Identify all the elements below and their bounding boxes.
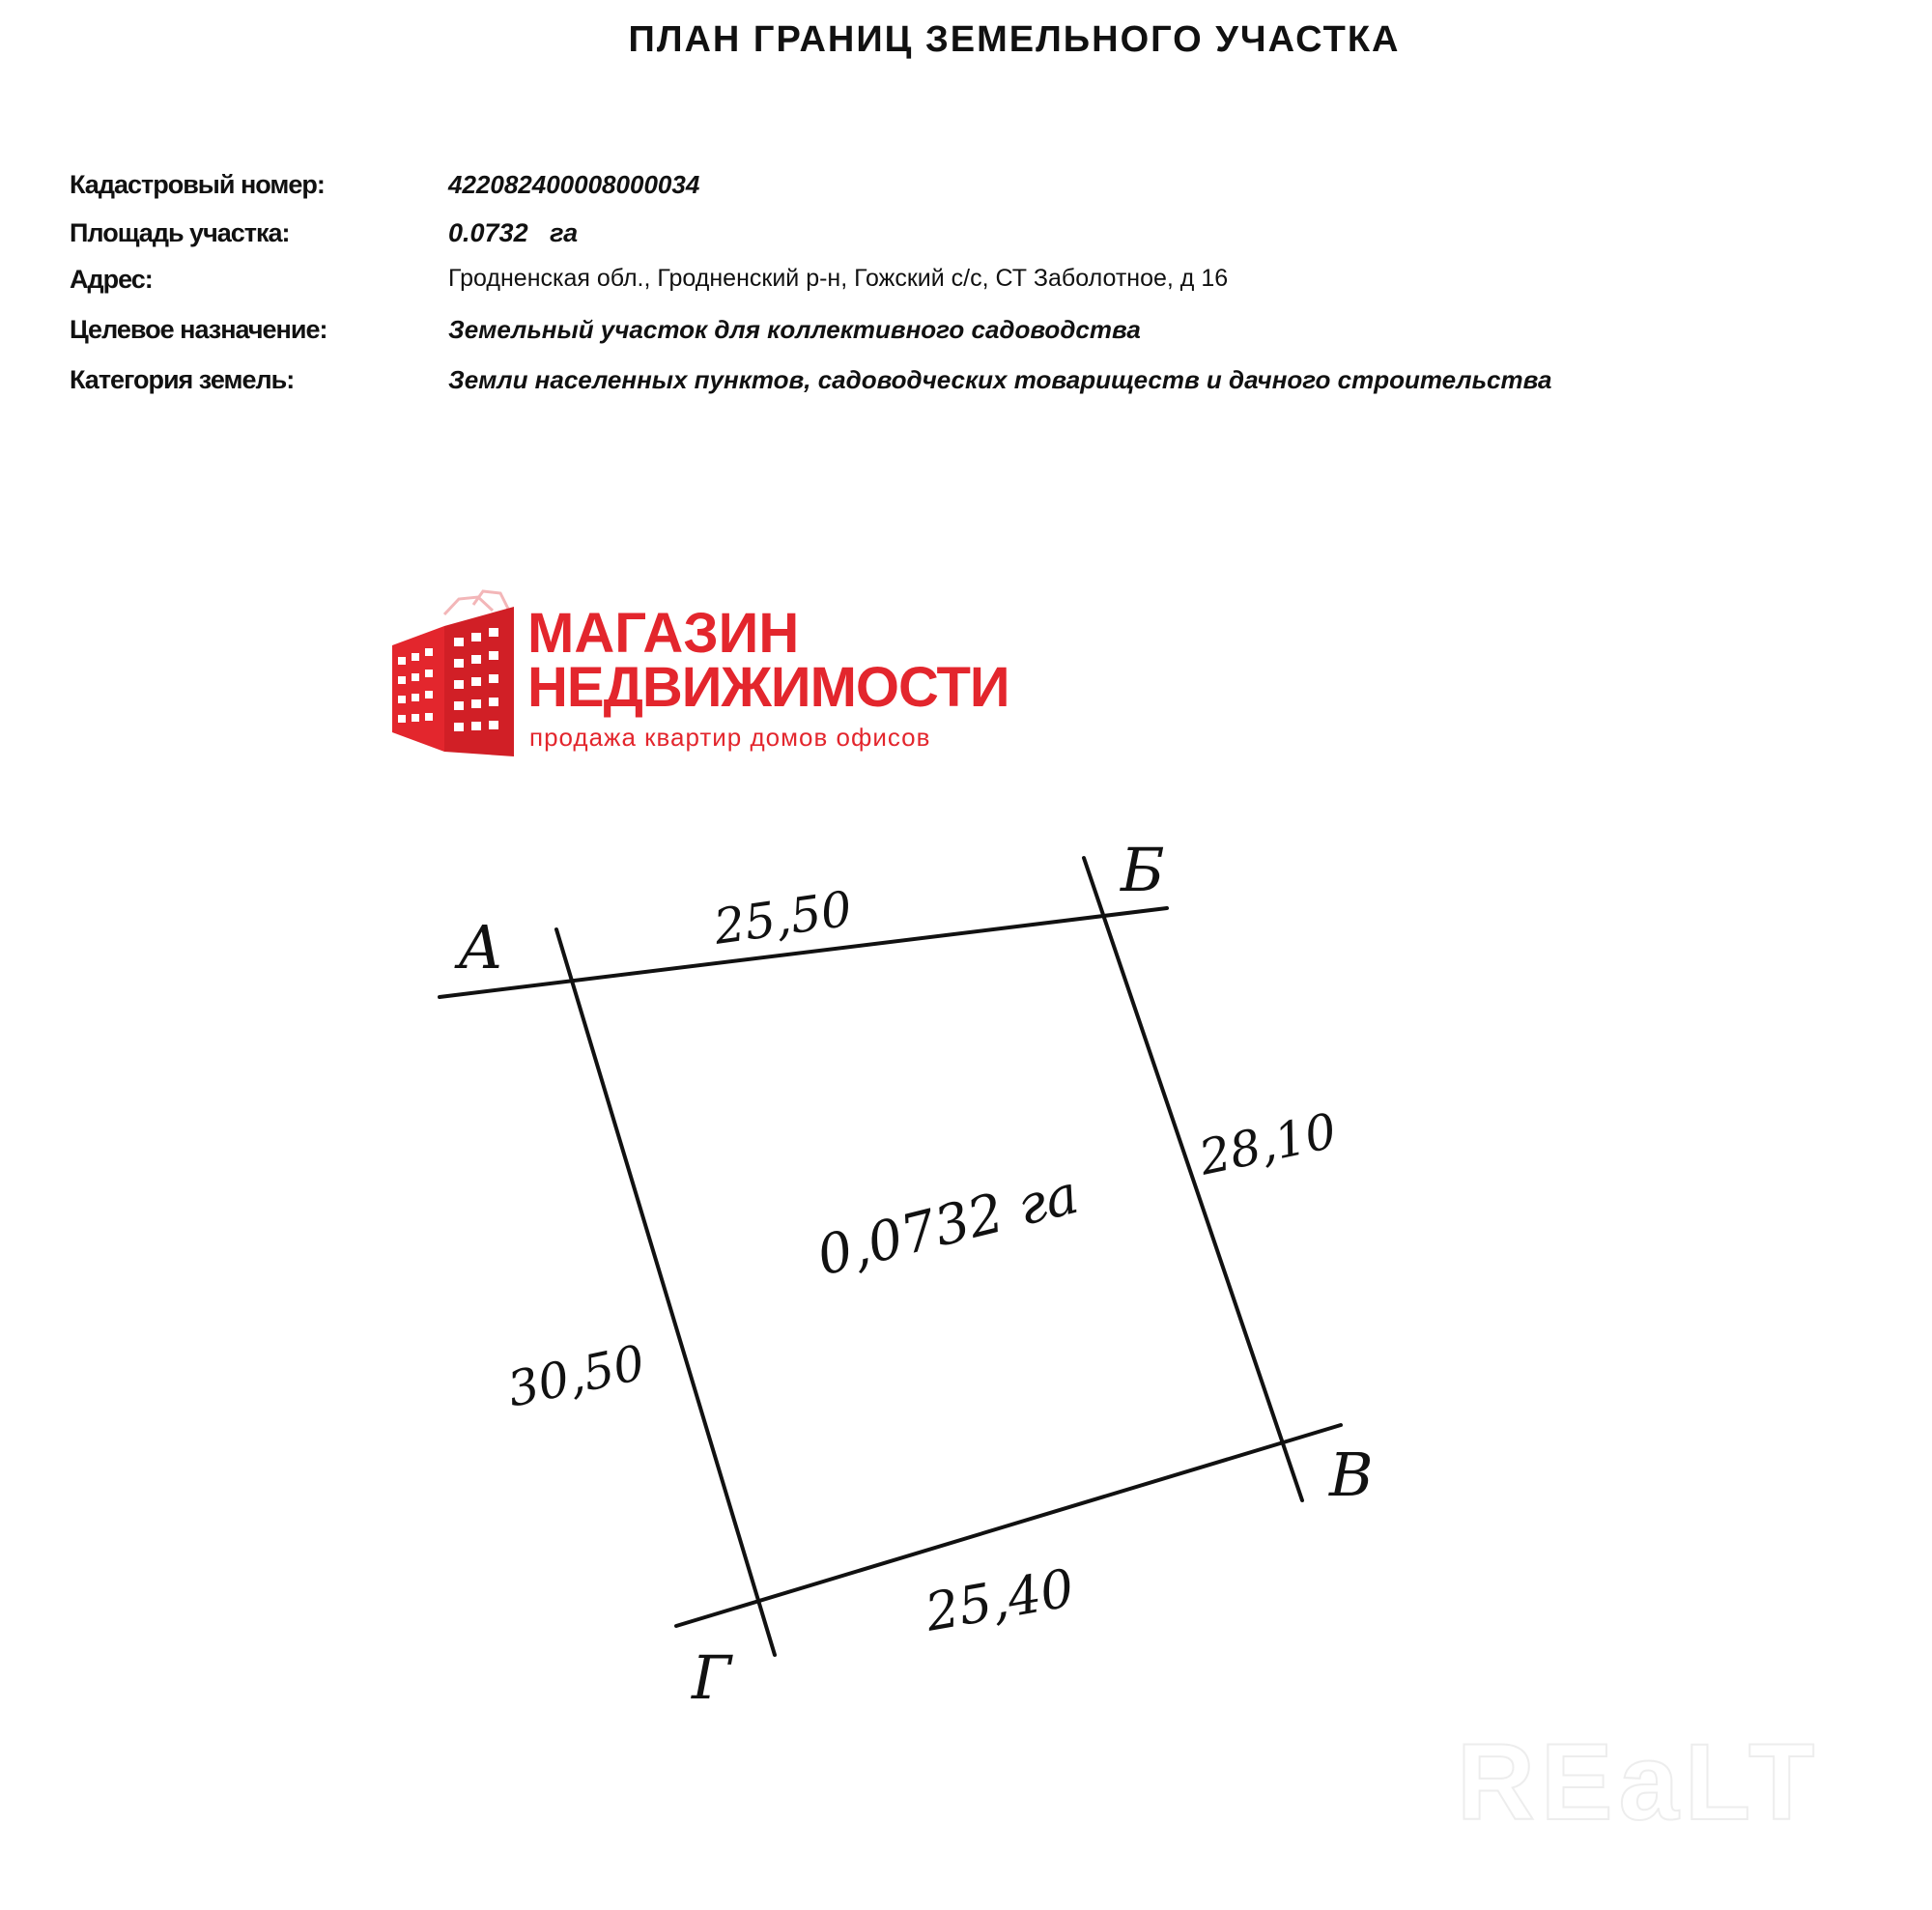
logo-tagline: продажа квартир домов офисов [529,723,931,752]
cadastral-value: 422082400008000034 [448,170,700,199]
address-label: Адрес: [70,265,153,294]
corner-v-label: В [1329,1440,1374,1510]
side-bottom-length: 25,40 [921,1556,1079,1643]
side-left-length: 30,50 [502,1334,650,1418]
corner-a-label: А [458,912,503,983]
boundary-right [1084,858,1302,1500]
realt-watermark: REaLT [1457,1722,1821,1842]
category-value: Земли населенных пунктов, садоводческих товариществ и дачного строительства [448,365,1552,394]
category-label: Категория земель: [70,365,295,394]
cadastral-label: Кадастровый номер: [70,170,325,199]
area-label: Площадь участка: [70,218,290,247]
document-title: ПЛАН ГРАНИЦ ЗЕМЕЛЬНОГО УЧАСТКА [628,19,1401,60]
logo-line2: НЕДВИЖИМОСТИ [527,656,1009,719]
side-top-length: 25,50 [710,880,856,955]
area-value: 0.0732 га [448,218,579,247]
corner-g-label: Г [692,1642,732,1713]
address-value: Гродненская обл., Гродненский р-н, Гожский с/с, СТ Заболотное, д 16 [448,265,1229,292]
side-right-length: 28,10 [1194,1102,1342,1186]
boundary-left [556,929,775,1655]
corner-b-label: Б [1121,835,1165,905]
logo-line1: МАГАЗИН [527,602,800,665]
purpose-value: Земельный участок для коллективного садоводства [448,315,1141,344]
purpose-label: Целевое назначение: [70,315,327,344]
parcel-area-label: 0,0732 га [810,1162,1085,1289]
